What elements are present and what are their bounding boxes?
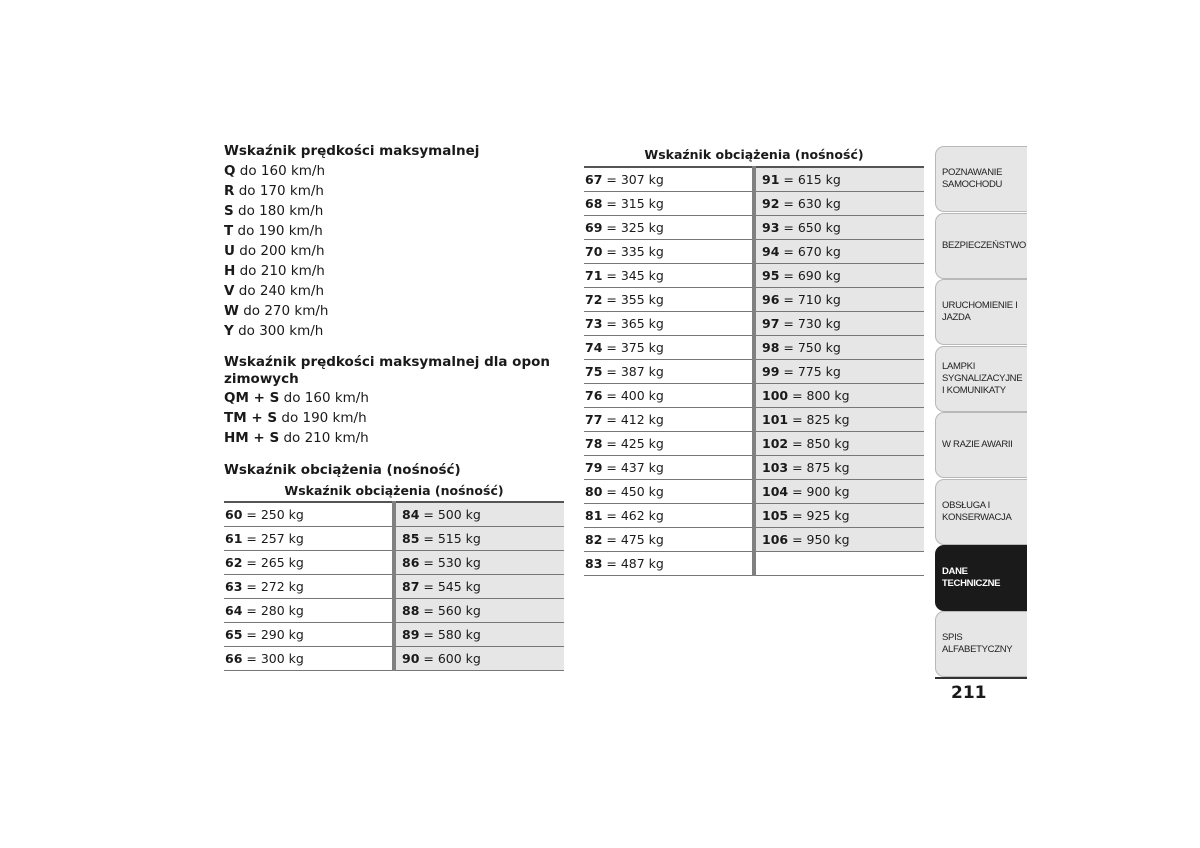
- table-cell: 73 = 365 kg: [584, 312, 754, 336]
- load-index-heading: Wskaźnik obciążenia (nośność): [224, 462, 461, 478]
- table-cell: 94 = 670 kg: [754, 240, 924, 264]
- table-row: [584, 360, 924, 384]
- table-cell: 84 = 500 kg: [394, 502, 564, 527]
- speed-index-item: Q do 160 km/h: [224, 163, 326, 179]
- table-row: [584, 167, 924, 192]
- table-row: [584, 240, 924, 264]
- table-cell: 91 = 615 kg: [754, 167, 924, 192]
- chapter-tab-label: URUCHOMIENIE I JAZDA: [942, 300, 1018, 323]
- table-cell: 90 = 600 kg: [394, 647, 564, 671]
- table-cell: 81 = 462 kg: [584, 504, 754, 528]
- table-cell: 106 = 950 kg: [754, 528, 924, 552]
- table-row: [224, 527, 564, 551]
- table-row: [224, 551, 564, 575]
- table-row: [584, 432, 924, 456]
- chapter-tab-label: SPIS ALFABETYCZNY: [942, 632, 1013, 655]
- table-cell: 78 = 425 kg: [584, 432, 754, 456]
- table-cell: 93 = 650 kg: [754, 216, 924, 240]
- table-row: [224, 599, 564, 623]
- load-table-left: [224, 501, 564, 671]
- chapter-tab-label: BEZPIECZEŃSTWO: [942, 240, 1026, 251]
- table-row: [584, 456, 924, 480]
- chapter-tab[interactable]: [935, 279, 1027, 345]
- table-cell: 85 = 515 kg: [394, 527, 564, 551]
- table-cell: 76 = 400 kg: [584, 384, 754, 408]
- table-cell: 83 = 487 kg: [584, 552, 754, 576]
- speed-index-item: R do 170 km/h: [224, 183, 324, 199]
- chapter-tab[interactable]: [935, 479, 1027, 545]
- chapter-tab[interactable]: [935, 146, 1027, 212]
- table-cell: 79 = 437 kg: [584, 456, 754, 480]
- table-cell: 69 = 325 kg: [584, 216, 754, 240]
- table-cell: 102 = 850 kg: [754, 432, 924, 456]
- chapter-tab-label: DANE TECHNICZNE: [942, 566, 1001, 589]
- table-row: [584, 480, 924, 504]
- speed-index-item: V do 240 km/h: [224, 283, 325, 299]
- speed-index-item: U do 200 km/h: [224, 243, 325, 259]
- table-cell: 72 = 355 kg: [584, 288, 754, 312]
- chapter-tab[interactable]: [935, 611, 1027, 677]
- chapter-tab-label: W RAZIE AWARII: [942, 439, 1013, 450]
- table-cell: 71 = 345 kg: [584, 264, 754, 288]
- table-cell: 95 = 690 kg: [754, 264, 924, 288]
- table-row: [584, 408, 924, 432]
- table-cell: 104 = 900 kg: [754, 480, 924, 504]
- table-row: [584, 384, 924, 408]
- speed-index-item: H do 210 km/h: [224, 263, 325, 279]
- load-table-caption-left: Wskaźnik obciążenia (nośność): [284, 483, 504, 498]
- speed-index-item: W do 270 km/h: [224, 303, 329, 319]
- table-row: [224, 575, 564, 599]
- table-cell: 92 = 630 kg: [754, 192, 924, 216]
- chapter-tab-label: OBSŁUGA I KONSERWACJA: [942, 500, 1012, 523]
- table-cell: 75 = 387 kg: [584, 360, 754, 384]
- speed-index-item: T do 190 km/h: [224, 223, 323, 239]
- tabs-divider: [935, 677, 1027, 679]
- table-cell: 61 = 257 kg: [224, 527, 394, 551]
- table-cell: 99 = 775 kg: [754, 360, 924, 384]
- speed-index-item: S do 180 km/h: [224, 203, 324, 219]
- table-cell: 98 = 750 kg: [754, 336, 924, 360]
- table-cell: [754, 552, 924, 576]
- table-cell: 67 = 307 kg: [584, 167, 754, 192]
- table-row: [584, 192, 924, 216]
- table-cell: 87 = 545 kg: [394, 575, 564, 599]
- page-number: 211: [951, 683, 987, 703]
- table-row: [584, 312, 924, 336]
- winter-speed-item: TM + S do 190 km/h: [224, 410, 367, 426]
- winter-speed-list: [224, 388, 544, 448]
- table-cell: 64 = 280 kg: [224, 599, 394, 623]
- table-row: [584, 264, 924, 288]
- load-table-caption-right: Wskaźnik obciążenia (nośność): [644, 147, 864, 162]
- table-row: [584, 336, 924, 360]
- table-cell: 63 = 272 kg: [224, 575, 394, 599]
- speed-index-item: Y do 300 km/h: [224, 323, 324, 339]
- table-cell: 97 = 730 kg: [754, 312, 924, 336]
- chapter-tab[interactable]: [935, 545, 1027, 611]
- table-cell: 86 = 530 kg: [394, 551, 564, 575]
- winter-speed-item: QM + S do 160 km/h: [224, 390, 369, 406]
- table-cell: 103 = 875 kg: [754, 456, 924, 480]
- table-cell: 74 = 375 kg: [584, 336, 754, 360]
- table-cell: 89 = 580 kg: [394, 623, 564, 647]
- table-row: [584, 552, 924, 576]
- load-table-right: [584, 166, 924, 576]
- table-cell: 105 = 925 kg: [754, 504, 924, 528]
- table-cell: 77 = 412 kg: [584, 408, 754, 432]
- chapter-tab[interactable]: [935, 412, 1027, 478]
- table-cell: 66 = 300 kg: [224, 647, 394, 671]
- speed-index-heading: Wskaźnik prędkości maksymalnej: [224, 143, 480, 159]
- table-cell: 88 = 560 kg: [394, 599, 564, 623]
- table-cell: 70 = 335 kg: [584, 240, 754, 264]
- table-cell: 100 = 800 kg: [754, 384, 924, 408]
- chapter-tab[interactable]: [935, 213, 1027, 279]
- winter-speed-item: HM + S do 210 km/h: [224, 430, 369, 446]
- table-cell: 101 = 825 kg: [754, 408, 924, 432]
- speed-index-list: [224, 161, 544, 341]
- winter-speed-heading: Wskaźnik prędkości maksymalnej dla opon zimowych: [224, 354, 550, 387]
- table-cell: 68 = 315 kg: [584, 192, 754, 216]
- table-cell: 65 = 290 kg: [224, 623, 394, 647]
- table-row: [224, 623, 564, 647]
- chapter-tab[interactable]: [935, 346, 1027, 412]
- table-row: [584, 216, 924, 240]
- table-cell: 62 = 265 kg: [224, 551, 394, 575]
- table-row: [584, 504, 924, 528]
- chapter-tab-label: LAMPKI SYGNALIZACYJNE I KOMUNIKATY: [942, 361, 1023, 396]
- table-cell: 60 = 250 kg: [224, 502, 394, 527]
- chapter-tab-label: POZNAWANIE SAMOCHODU: [942, 167, 1003, 190]
- table-cell: 80 = 450 kg: [584, 480, 754, 504]
- table-row: [584, 288, 924, 312]
- table-cell: 96 = 710 kg: [754, 288, 924, 312]
- table-row: [584, 528, 924, 552]
- table-row: [224, 647, 564, 671]
- table-row: [224, 502, 564, 527]
- table-cell: 82 = 475 kg: [584, 528, 754, 552]
